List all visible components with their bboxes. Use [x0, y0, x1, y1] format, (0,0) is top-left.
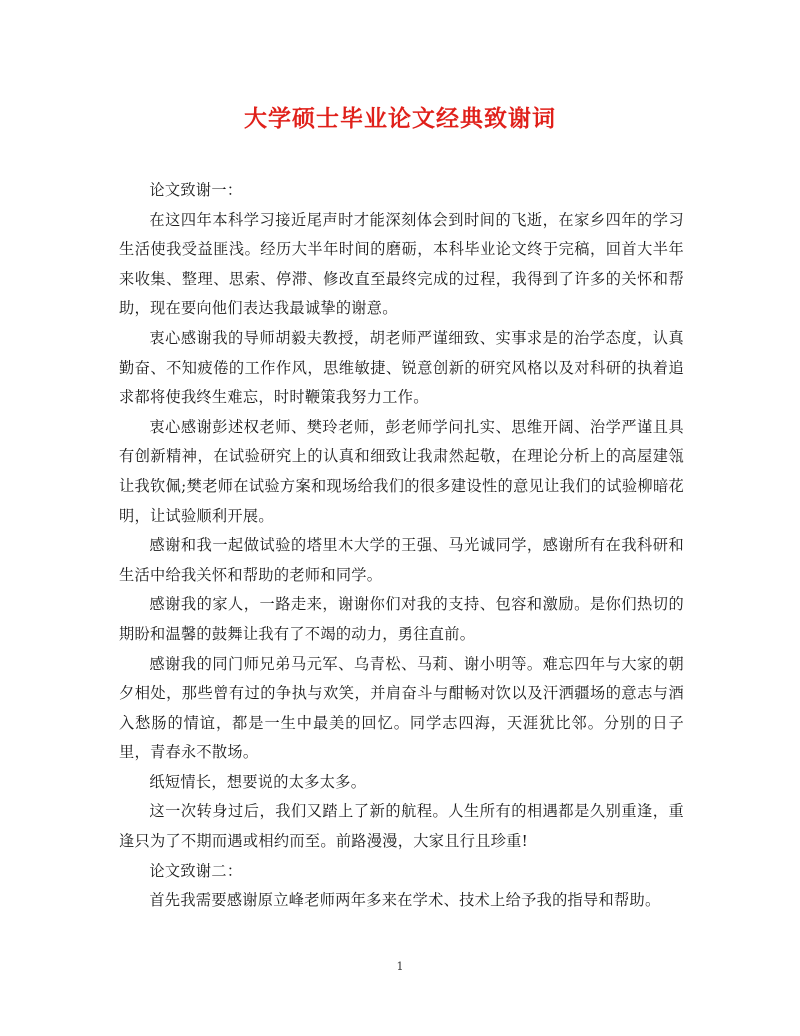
- paragraph: 感谢我的家人，一路走来，谢谢你们对我的支持、包容和激励。是你们热切的期盼和温馨的鼓舞让我有了不竭的动力，勇往直前。: [119, 595, 684, 643]
- paragraph: 论文致谢一：: [149, 181, 243, 199]
- paragraph: 在这四年本科学习接近尾声时才能深刻体会到时间的飞逝，在家乡四年的学习生活使我受益匪浅。经历大半年时间的磨砺，本科毕业论文终于完稿，回首大半年来收集、整理、思索、停滞、修改直至最终完成的过程，我得到了许多的关怀和帮助，现在要向他们表达我最诚挚的谢意。: [119, 210, 684, 318]
- paragraph: 首先我需要感谢原立峰老师两年多来在学术、技术上给予我的指导和帮助。: [149, 891, 661, 910]
- page-number: 1: [396, 960, 404, 973]
- paragraph: 衷心感谢我的导师胡毅夫教授，胡老师严谨细致、实事求是的治学态度，认真勤奋、不知疲倦的工作作风，思维敏捷、锐意创新的研究风格以及对科研的执着追求都将使我终生难忘，时时鞭策我努力工作。: [119, 328, 684, 407]
- document-title: 大学硕士毕业论文经典致谢词: [244, 105, 556, 132]
- paragraph: 这一次转身过后，我们又踏上了新的航程。人生所有的相遇都是久别重逢，重逢只为了不期而遇或相约而至。前路漫漫，大家且行且珍重!: [119, 802, 684, 851]
- paragraph: 感谢和我一起做试验的塔里木大学的王强、马光诚同学，感谢所有在我科研和生活中给我关怀和帮助的老师和同学。: [119, 536, 684, 584]
- document-body: [119, 176, 684, 916]
- paragraph: 论文致谢二：: [149, 861, 243, 880]
- paragraph: 衷心感谢彭述权老师、樊玲老师，彭老师学问扎实、思维开阔、治学严谨且具有创新精神，在试验研究上的认真和细致让我肃然起敬，在理论分析上的高屋建瓴让我钦佩;樊老师在试验方案和现场给我们的很多建设性的意见让我们的试验柳暗花明，让试验顺利开展。: [119, 417, 684, 525]
- paragraph: 纸短情长，想要说的太多太多。: [149, 772, 367, 791]
- paragraph: 感谢我的同门师兄弟马元军、乌青松、马莉、谢小明等。难忘四年与大家的朝夕相处，那些曾有过的争执与欢笑，并肩奋斗与酣畅对饮以及汗洒疆场的意志与酒入愁肠的情谊，都是一生中最美的回忆。同学志四海，天涯犹比邻。分别的日子里，青春永不散场。: [119, 654, 684, 762]
